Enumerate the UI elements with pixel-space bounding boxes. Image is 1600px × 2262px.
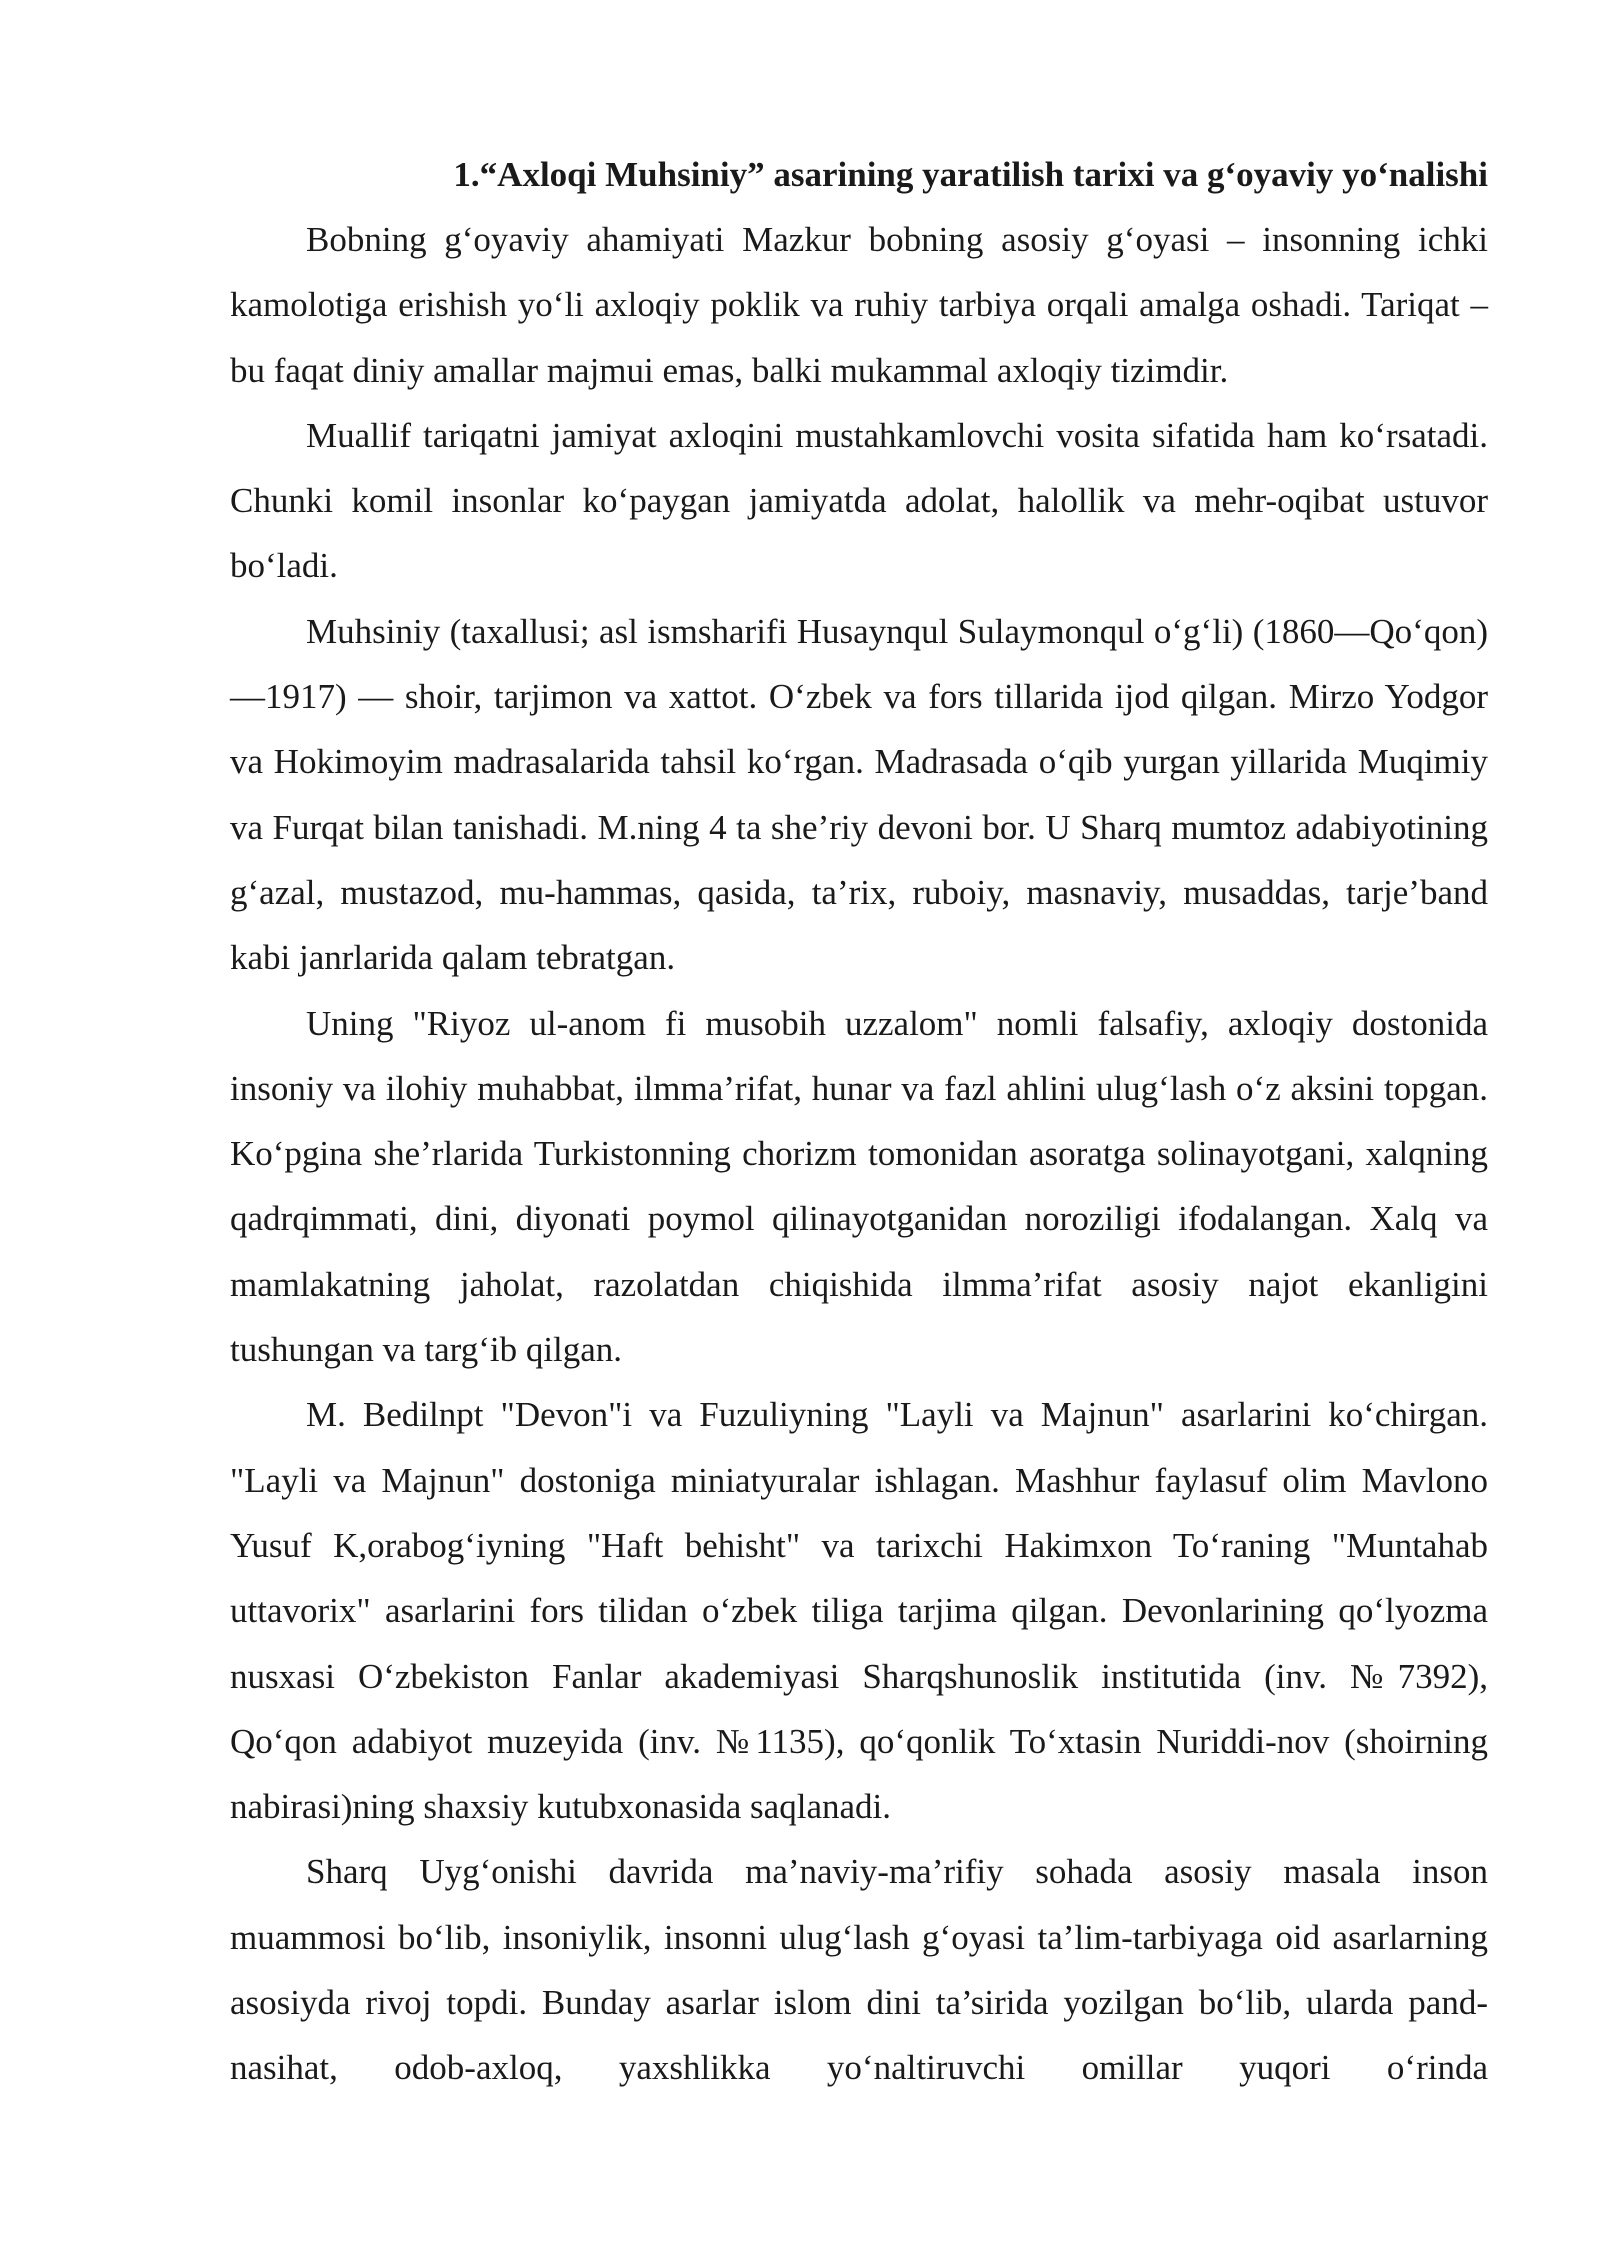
paragraph-translations: M. Bedilnpt "Devon"i va Fuzuliyning "Layli va Majnun" asarlarini ko‘chirgan. "Layli va Majnun" dostoniga miniatyuralar ishlagan. Mashhur faylasuf olim Mavlono Yusuf K,orabog‘iyning "Haft behisht" va tarixchi Hakimxon To‘raning "Muntahab uttavorix" asarlarini fors tilidan o‘zbek tiliga tarjima qilgan. Devonlarining qo‘lyozma nusxasi O‘zbekiston Fanlar akademiyasi Sharqshunoslik institutida (inv. №7392), Qo‘qon adabiyot muzeyida (inv. №1135), qo‘qonlik To‘xtasin Nuriddi-nov (shoirning nabirasi)ning shaxsiy kutubxonasida saqlanadi. — [230, 1395, 1488, 1827]
paragraph-sharq-uygonishi: Sharq Uyg‘onishi davrida ma’naviy-ma’rifiy sohada asosiy masala inson muammosi bo‘lib, insoniylik, insonni ulug‘lash g‘oyasi ta’lim-tarbiyaga oid asarlarning asosiyda rivoj topdi. Bunday asarlar islom dini ta’sirida yozilgan bo‘lib, ularda pand-nasihat, odob-axloq, yaxshlikka yo‘naltiruvchi omillar yuqori o‘rinda — [230, 1852, 1488, 2088]
paragraph-riyoz-ul-anom: Uning "Riyoz ul-anom fi musobih uzzalom" nomli falsafiy, axloqiy dostonida insoniy va ilohiy muhabbat, ilmma’rifat, hunar va fazl ahlini ulug‘lash o‘z aksini topgan. Ko‘pgina she’rlarida Turkistonning chorizm tomonidan asoratga solinayotgani, xalqning qadrqimmati, dini, diyonati poymol qilinayotganidan noroziligi ifodalangan. Xalq va mamlakatning jaholat, razolatdan chiqishida ilmma’rifat asosiy najot ekanligini tushungan va targ‘ib qilgan. — [230, 1003, 1488, 1370]
paragraph-goyaviy-ahamiyat: Bobning g‘oyaviy ahamiyati Mazkur bobning asosiy g‘oyasi – insonning ichki kamolotiga erishish yo‘li axloqiy poklik va ruhiy tarbiya orqali amalga oshadi. Tariqat – bu faqat diniy amallar majmui emas, balki mukammal axloqiy tizimdir. — [230, 220, 1488, 390]
paragraph-muhsiniy-biography: Muhsiniy (taxallusi; asl ismsharifi Husaynqul Sulaymonqul o‘g‘li) (1860—Qo‘qon)—1917) — shoir, tarjimon va xattot. O‘zbek va fors tillarida ijod qilgan. Mirzo Yodgor va Hokimoyim madrasalarida tahsil ko‘rgan. Madrasada o‘qib yurgan yillarida Muqimiy va Furqat bilan tanishadi. M.ning 4 ta she’riy devoni bor. U Sharq mumtoz adabiyotining g‘azal, mustazod, mu-hammas, qasida, ta’rix, ruboiy, masnaviy, musaddas, tarje’band kabi janrlarida qalam tebratgan. — [230, 611, 1488, 978]
document-title: 1.“Axloqi Muhsiniy” asarining yaratilish tarixi va g‘oyaviy yo‘nalishi — [453, 155, 1488, 194]
paragraph-tariqat-jamiyat: Muallif tariqatni jamiyat axloqini mustahkamlovchi vosita sifatida ham ko‘rsatadi. Chunki komil insonlar ko‘paygan jamiyatda adolat, halollik va mehr-oqibat ustuvor bo‘ladi. — [230, 415, 1488, 586]
document-page — [230, 142, 1488, 2101]
